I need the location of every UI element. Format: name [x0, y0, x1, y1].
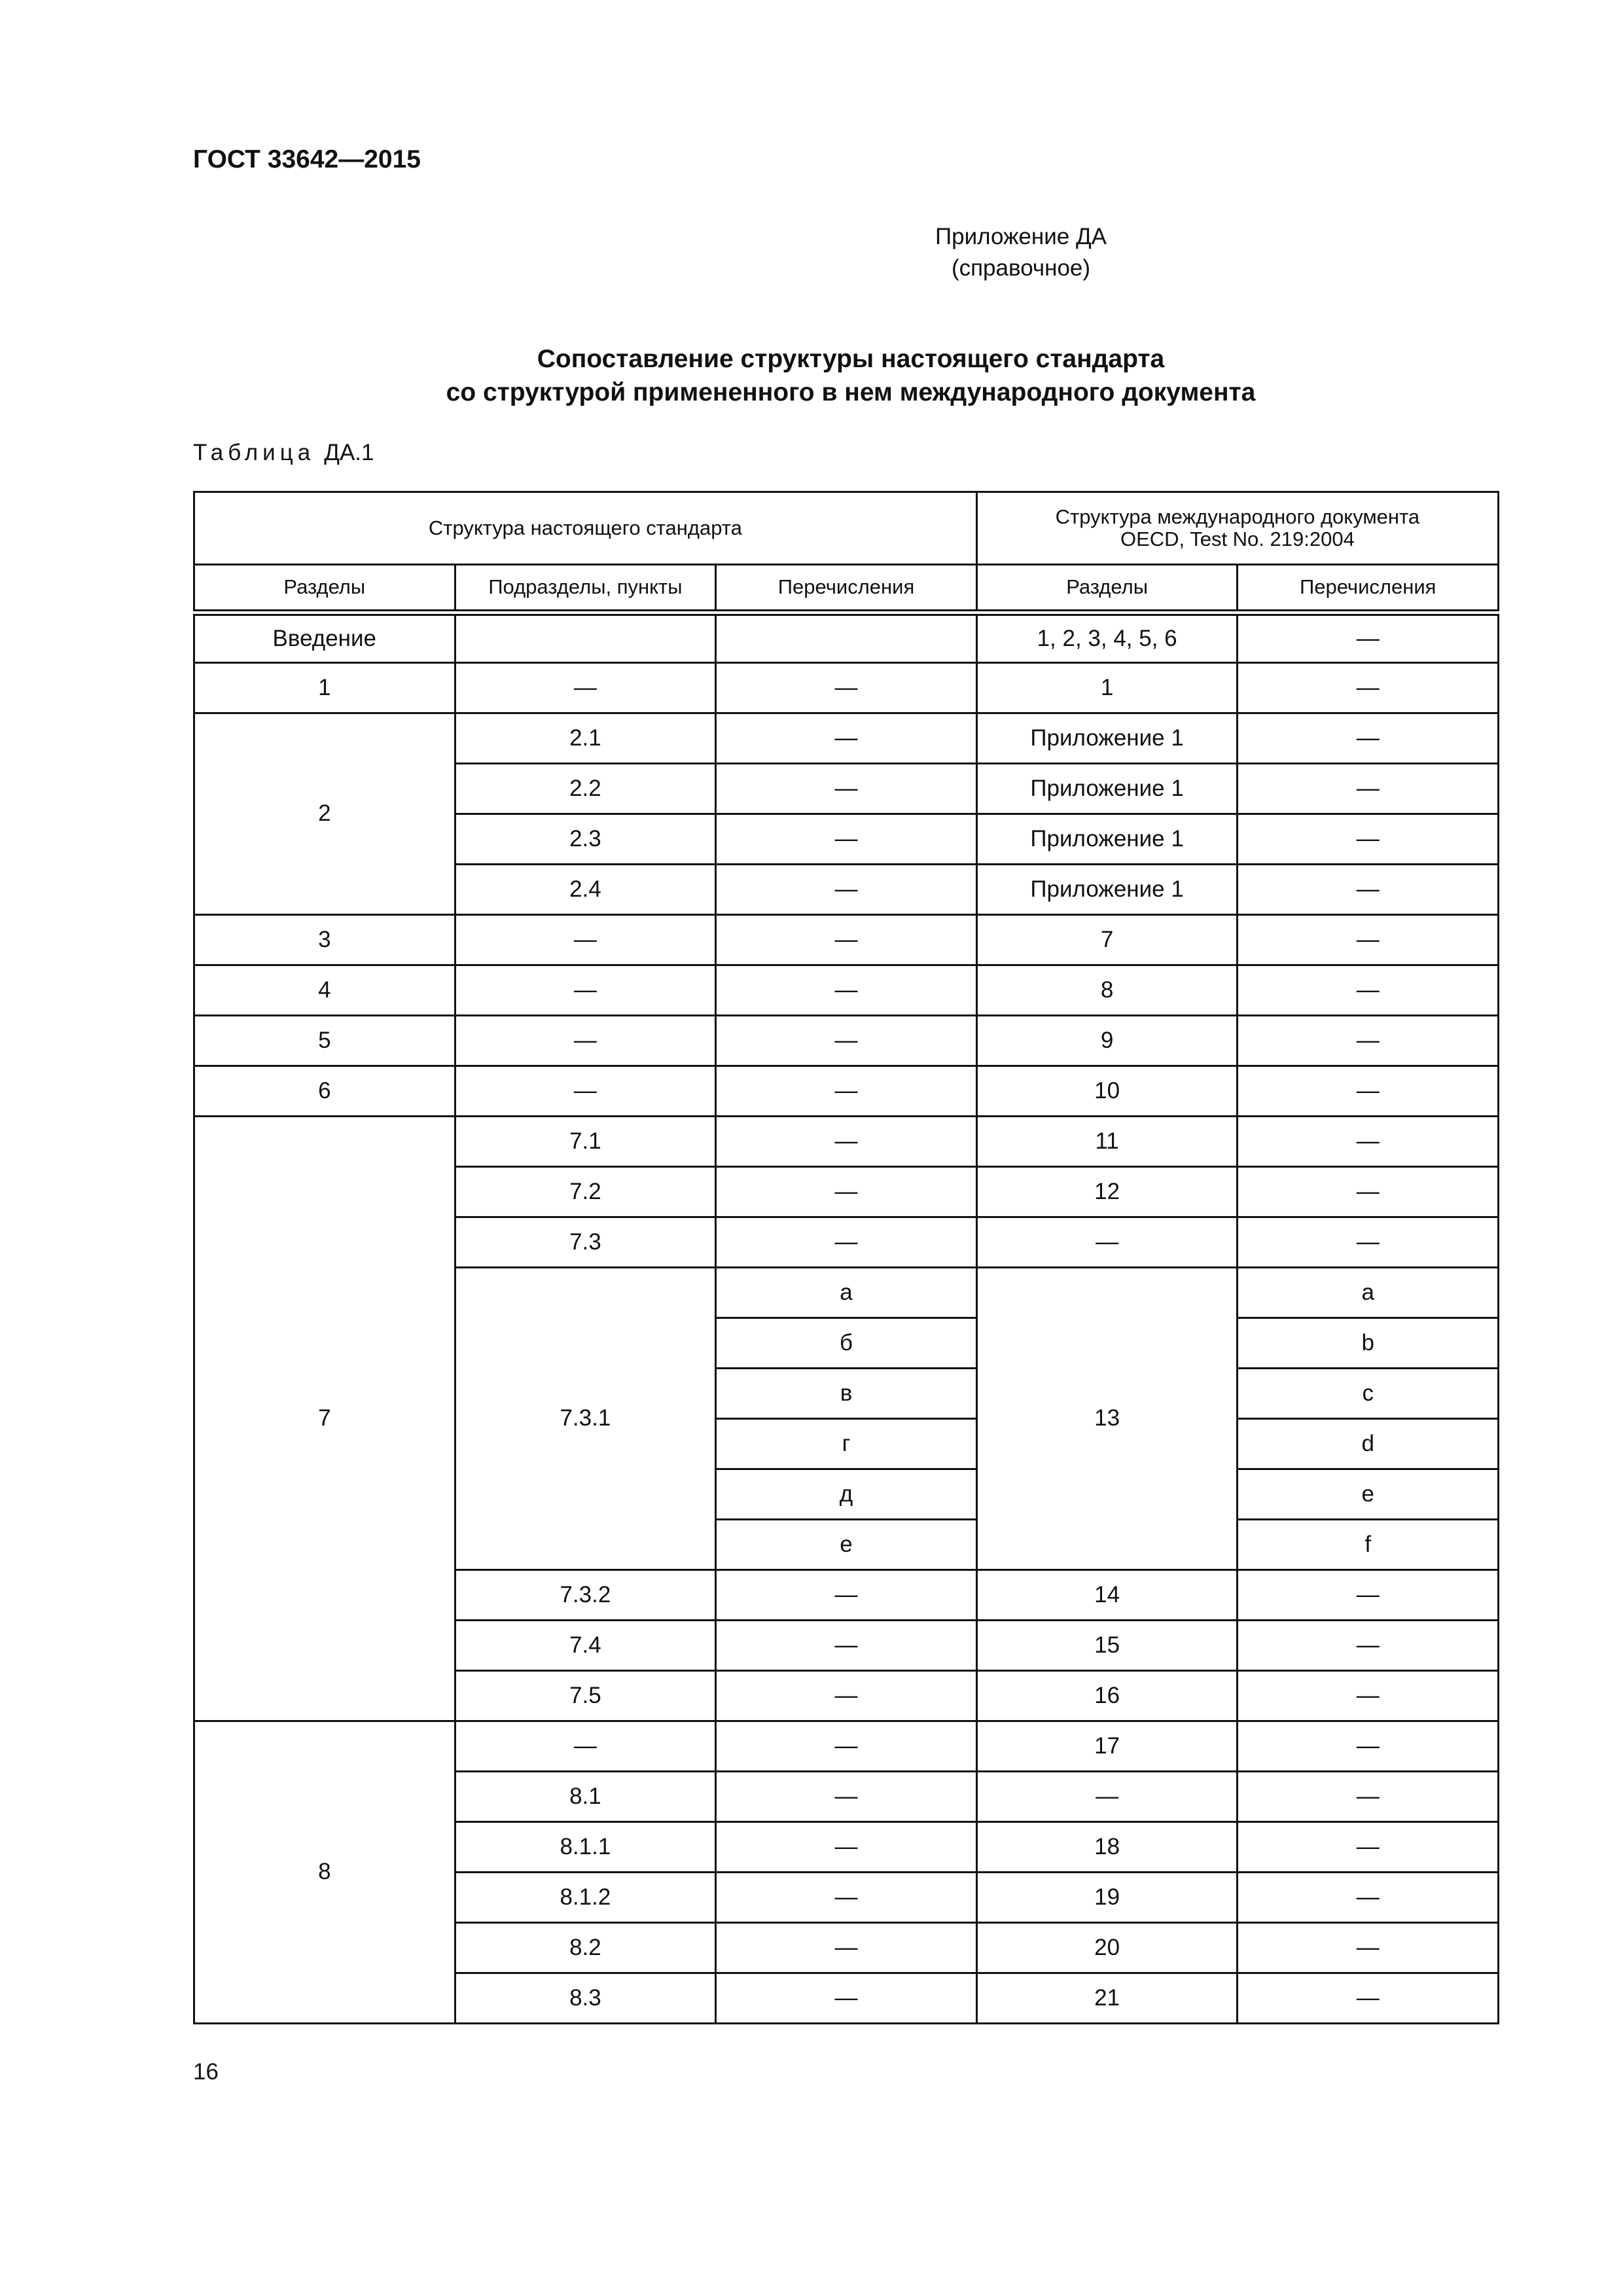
table-cell: 19 [976, 1873, 1238, 1923]
enum-cell: г [716, 1419, 977, 1469]
table-cell: — [1238, 1621, 1499, 1671]
table-cell: — [1238, 713, 1499, 764]
table-cell: — [716, 1016, 977, 1066]
table-cell: — [1238, 1117, 1499, 1167]
table-cell: 8.1 [455, 1772, 716, 1822]
table-cell: 11 [976, 1117, 1238, 1167]
table-row [194, 1016, 1499, 1066]
section-cell: 8 [194, 1721, 455, 2024]
table-cell: — [1238, 865, 1499, 915]
table-cell: 7 [976, 915, 1238, 965]
header-international-line-1: Структура международного документа [1055, 505, 1420, 528]
enum-cell: a [1238, 1268, 1499, 1318]
table-cell: 21 [976, 1973, 1238, 2024]
table-cell: — [716, 865, 977, 915]
enum-cell: b [1238, 1318, 1499, 1369]
header-international-line-2: OECD, Test No. 219:2004 [1120, 528, 1355, 550]
table-cell: — [716, 663, 977, 713]
table-cell: 12 [976, 1167, 1238, 1217]
table-cell: — [716, 1621, 977, 1671]
document-title-line-2: со структурой примененного в нем международного документа [446, 378, 1256, 406]
table-cell: 7.5 [455, 1671, 716, 1721]
header-international-structure [976, 492, 1498, 565]
table-cell: — [716, 764, 977, 814]
table-row [194, 965, 1499, 1016]
table-cell: — [1238, 1016, 1499, 1066]
table-cell: — [1238, 613, 1499, 663]
table-cell: 17 [976, 1721, 1238, 1772]
table-cell: 8.1.2 [455, 1873, 716, 1923]
table-cell: 9 [976, 1016, 1238, 1066]
enum-cell: c [1238, 1369, 1499, 1419]
table-cell: 7.2 [455, 1167, 716, 1217]
table-cell: — [1238, 814, 1499, 865]
section-cell: 2 [194, 713, 455, 915]
table-cell: — [716, 713, 977, 764]
table-cell: — [716, 1772, 977, 1822]
table-row [194, 1117, 1499, 1167]
table-cell: — [976, 1217, 1238, 1268]
table-column-header-row [194, 565, 1499, 613]
table-cell: — [716, 1671, 977, 1721]
column-header: Перечисления [1238, 565, 1499, 613]
table-cell: 1 [976, 663, 1238, 713]
table-cell: 2.3 [455, 814, 716, 865]
table-cell: — [716, 1570, 977, 1621]
table-cell: — [976, 1772, 1238, 1822]
table-cell: 2.2 [455, 764, 716, 814]
table-cell: — [455, 1721, 716, 1772]
table-cell: 7.4 [455, 1621, 716, 1671]
table-cell: — [716, 1873, 977, 1923]
table-cell: — [716, 1721, 977, 1772]
table-cell: 2.4 [455, 865, 716, 915]
enum-cell: в [716, 1369, 977, 1419]
table-cell: — [716, 1822, 977, 1873]
table-cell: — [716, 1066, 977, 1117]
table-cell: 8.2 [455, 1923, 716, 1973]
table-cell: — [1238, 764, 1499, 814]
enum-cell: а [716, 1268, 977, 1318]
enum-cell: f [1238, 1520, 1499, 1570]
table-cell: 7.3.2 [455, 1570, 716, 1621]
column-header: Разделы [976, 565, 1238, 613]
table-cell: — [1238, 1873, 1499, 1923]
table-cell [455, 613, 716, 663]
table-cell [716, 613, 977, 663]
table-cell: Приложение 1 [976, 814, 1238, 865]
table-label-prefix: Таблица [193, 440, 315, 465]
table-cell: Приложение 1 [976, 764, 1238, 814]
enum-cell: д [716, 1469, 977, 1520]
table-cell: 3 [194, 915, 455, 965]
table-cell: — [716, 915, 977, 965]
subsection-cell: 7.3.1 [455, 1268, 716, 1570]
table-cell: — [716, 814, 977, 865]
table-label-number: ДА.1 [324, 440, 374, 465]
table-cell: — [716, 1923, 977, 1973]
appendix-type: (справочное) [951, 255, 1091, 281]
comparison-table [193, 491, 1499, 2024]
table-row [194, 663, 1499, 713]
table-cell: 14 [976, 1570, 1238, 1621]
table-group-header-row [194, 492, 1499, 565]
table-cell: — [716, 1973, 977, 2024]
table-cell: — [1238, 915, 1499, 965]
table-cell: — [455, 965, 716, 1016]
table-cell: — [1238, 1923, 1499, 1973]
table-cell: 8.1.1 [455, 1822, 716, 1873]
enum-cell: e [1238, 1469, 1499, 1520]
table-cell: 7.3 [455, 1217, 716, 1268]
document-title-line-1: Сопоставление структуры настоящего стандарта [537, 345, 1165, 373]
table-cell: — [716, 965, 977, 1016]
table-cell: 10 [976, 1066, 1238, 1117]
column-header: Разделы [194, 565, 455, 613]
table-cell: 20 [976, 1923, 1238, 1973]
table-cell: — [1238, 663, 1499, 713]
table-cell: 1, 2, 3, 4, 5, 6 [976, 613, 1238, 663]
table-cell: 8.3 [455, 1973, 716, 2024]
table-cell: 15 [976, 1621, 1238, 1671]
table-cell: — [455, 915, 716, 965]
table-cell: — [1238, 1570, 1499, 1621]
table-cell: 7.1 [455, 1117, 716, 1167]
page-number: 16 [193, 2059, 219, 2085]
enum-cell: d [1238, 1419, 1499, 1469]
table-row [194, 613, 1499, 663]
table-row [194, 713, 1499, 764]
table-cell: — [1238, 1772, 1499, 1822]
column-header: Перечисления [716, 565, 977, 613]
table-cell: 18 [976, 1822, 1238, 1873]
enum-cell: е [716, 1520, 977, 1570]
comparison-table-wrapper [193, 491, 1499, 2024]
table-row [194, 1066, 1499, 1117]
table-cell: — [716, 1117, 977, 1167]
table-cell: 8 [976, 965, 1238, 1016]
section-cell: 7 [194, 1117, 455, 1721]
table-cell: — [1238, 1822, 1499, 1873]
column-header: Подразделы, пункты [455, 565, 716, 613]
table-cell: — [455, 1016, 716, 1066]
document-code: ГОСТ 33642—2015 [193, 145, 421, 173]
table-cell: Приложение 1 [976, 865, 1238, 915]
table-cell: — [1238, 1973, 1499, 2024]
table-row [194, 1721, 1499, 1772]
appendix-title: Приложение ДА [935, 224, 1107, 249]
table-cell: 1 [194, 663, 455, 713]
table-cell: — [1238, 1217, 1499, 1268]
table-cell: 5 [194, 1016, 455, 1066]
table-cell: — [1238, 1066, 1499, 1117]
table-cell: — [455, 663, 716, 713]
enum-cell: б [716, 1318, 977, 1369]
header-national-structure: Структура настоящего стандарта [194, 492, 977, 565]
table-cell: 6 [194, 1066, 455, 1117]
table-cell: Приложение 1 [976, 713, 1238, 764]
table-cell: — [1238, 1721, 1499, 1772]
table-cell: 2.1 [455, 713, 716, 764]
table-cell: — [455, 1066, 716, 1117]
table-cell: — [716, 1217, 977, 1268]
table-cell: — [1238, 1671, 1499, 1721]
table-cell: 4 [194, 965, 455, 1016]
table-row [194, 915, 1499, 965]
table-cell: Введение [194, 613, 455, 663]
intl-section-cell: 13 [976, 1268, 1238, 1570]
table-cell: — [1238, 965, 1499, 1016]
table-cell: — [1238, 1167, 1499, 1217]
table-label [193, 440, 374, 466]
table-cell: 16 [976, 1671, 1238, 1721]
table-cell: — [716, 1167, 977, 1217]
